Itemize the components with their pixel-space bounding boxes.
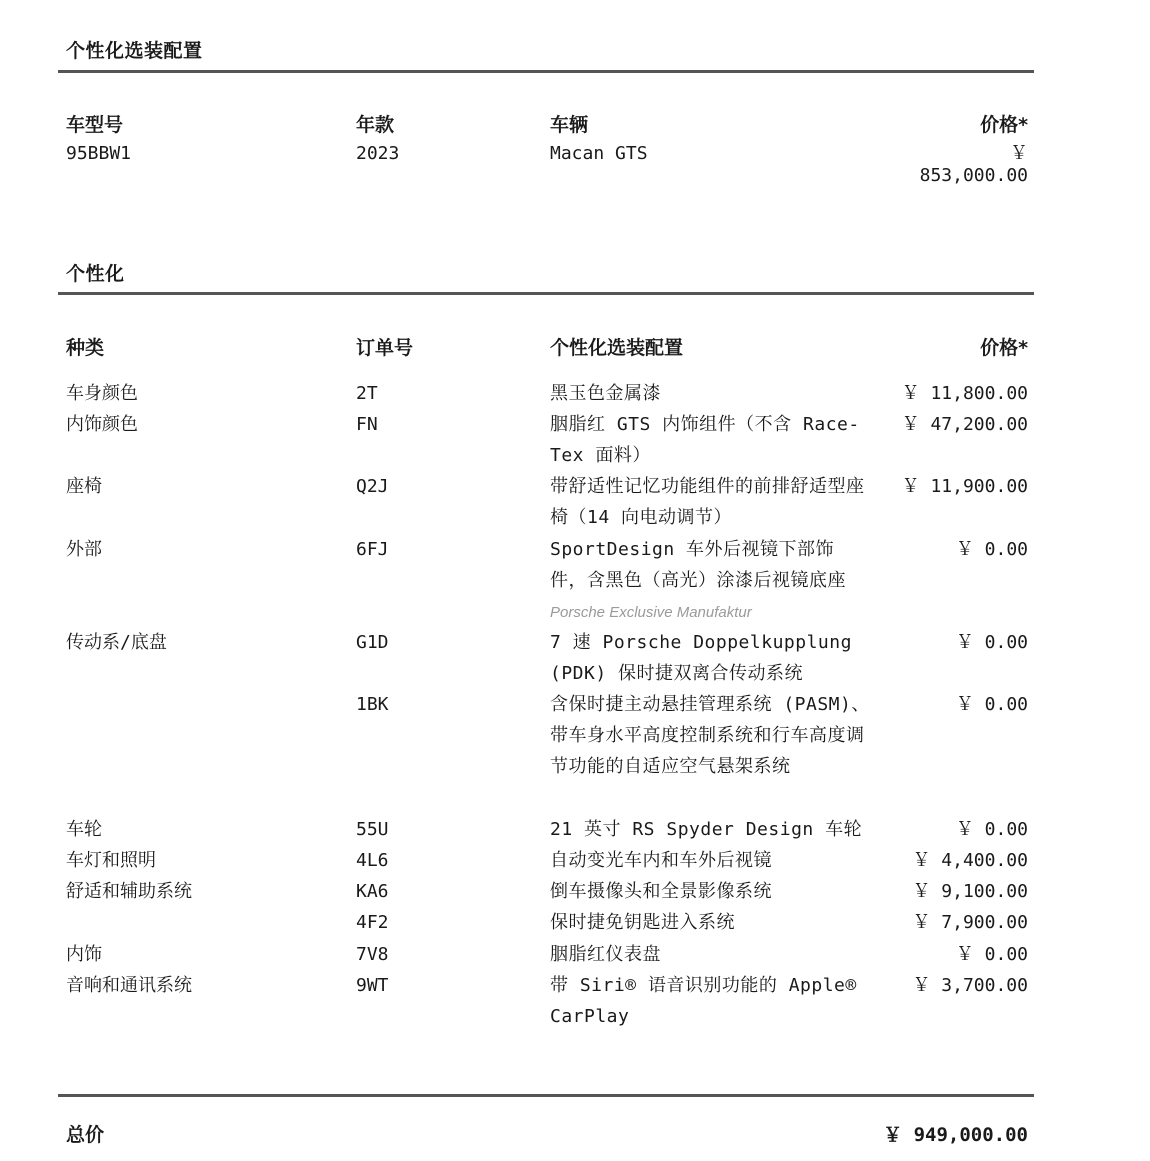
row-description: 黑玉色金属漆	[550, 383, 661, 404]
row-price: ￥ 11,900.00	[901, 476, 1028, 497]
config-section-title: 个性化选装配置	[66, 40, 203, 62]
row-price: ￥ 0.00	[955, 632, 1028, 653]
row-order-code: FN	[356, 414, 378, 435]
row-order-code: KA6	[356, 881, 389, 902]
header-order-no: 订单号	[356, 337, 414, 359]
header-vehicle: 车辆	[550, 114, 589, 136]
row-description: 带 Siri® 语音识别功能的 Apple® CarPlay	[550, 975, 857, 1027]
section-divider	[58, 292, 1034, 295]
row-category: 外部	[66, 539, 102, 560]
row-order-code: Q2J	[356, 476, 389, 497]
row-category: 车灯和照明	[66, 850, 156, 871]
row-description: 21 英寸 RS Spyder Design 车轮	[550, 819, 863, 840]
row-category: 传动系/底盘	[66, 632, 167, 653]
total-divider	[58, 1094, 1034, 1097]
row-price: ￥ 11,800.00	[901, 383, 1028, 404]
row-description: 倒车摄像头和全景影像系统	[550, 881, 772, 902]
total-label: 总价	[66, 1124, 105, 1146]
row-description: 含保时捷主动悬挂管理系统 (PASM)、带车身水平高度控制系统和行车高度调节功能的自适应空气悬架系统	[550, 694, 870, 777]
row-price: ￥ 47,200.00	[901, 414, 1028, 435]
personalization-section-title: 个性化	[66, 263, 125, 285]
row-price: ￥ 0.00	[955, 694, 1028, 715]
base-price-symbol: ￥	[1010, 143, 1028, 164]
row-category: 车轮	[66, 819, 102, 840]
row-price: ￥ 0.00	[955, 819, 1028, 840]
row-description: 带舒适性记忆功能组件的前排舒适型座椅（14 向电动调节）	[550, 476, 865, 528]
row-description-text: SportDesign 车外后视镜下部饰件，含黑色（高光）涂漆后视镜底座	[550, 539, 846, 591]
section-divider	[58, 70, 1034, 73]
row-description	[550, 534, 870, 628]
row-description: 自动变光车内和车外后视镜	[550, 850, 772, 871]
row-order-code: 7V8	[356, 944, 389, 965]
header-option-price: 价格*	[980, 337, 1028, 359]
row-price: ￥ 9,100.00	[912, 881, 1028, 902]
row-description: 胭脂红 GTS 内饰组件（不含 Race-Tex 面料）	[550, 414, 860, 466]
row-order-code: 4L6	[356, 850, 389, 871]
row-price: ￥ 0.00	[955, 539, 1028, 560]
year-value: 2023	[356, 143, 400, 164]
row-description: 胭脂红仪表盘	[550, 944, 661, 965]
total-price: ￥ 949,000.00	[883, 1124, 1028, 1146]
row-order-code: 55U	[356, 819, 389, 840]
row-category: 内饰颜色	[66, 414, 138, 435]
row-category: 内饰	[66, 944, 102, 965]
row-category: 音响和通讯系统	[66, 975, 192, 996]
model-code-value: 95BBW1	[66, 143, 132, 164]
row-order-code: G1D	[356, 632, 389, 653]
row-price: ￥ 7,900.00	[912, 912, 1028, 933]
header-model-code: 车型号	[66, 114, 124, 136]
header-price: 价格*	[980, 114, 1028, 136]
row-order-code: 4F2	[356, 912, 389, 933]
row-price: ￥ 3,700.00	[912, 975, 1028, 996]
row-order-code: 1BK	[356, 694, 389, 715]
row-order-code: 6FJ	[356, 539, 389, 560]
row-price: ￥ 4,400.00	[912, 850, 1028, 871]
row-order-code: 2T	[356, 383, 378, 404]
row-description: 保时捷免钥匙进入系统	[550, 912, 735, 933]
row-category: 座椅	[66, 476, 102, 497]
header-category: 种类	[66, 337, 105, 359]
header-year: 年款	[356, 114, 395, 136]
exclusive-manufaktur-label: Porsche Exclusive Manufaktur	[550, 604, 752, 621]
row-order-code: 9WT	[356, 975, 389, 996]
vehicle-value: Macan GTS	[550, 143, 648, 164]
row-description: 7 速 Porsche Doppelkupplung (PDK) 保时捷双离合传动系统	[550, 632, 852, 684]
row-category: 舒适和辅助系统	[66, 881, 192, 902]
header-option: 个性化选装配置	[550, 337, 684, 359]
row-category: 车身颜色	[66, 383, 138, 404]
row-price: ￥ 0.00	[955, 944, 1028, 965]
base-price-value: 853,000.00	[919, 165, 1028, 186]
